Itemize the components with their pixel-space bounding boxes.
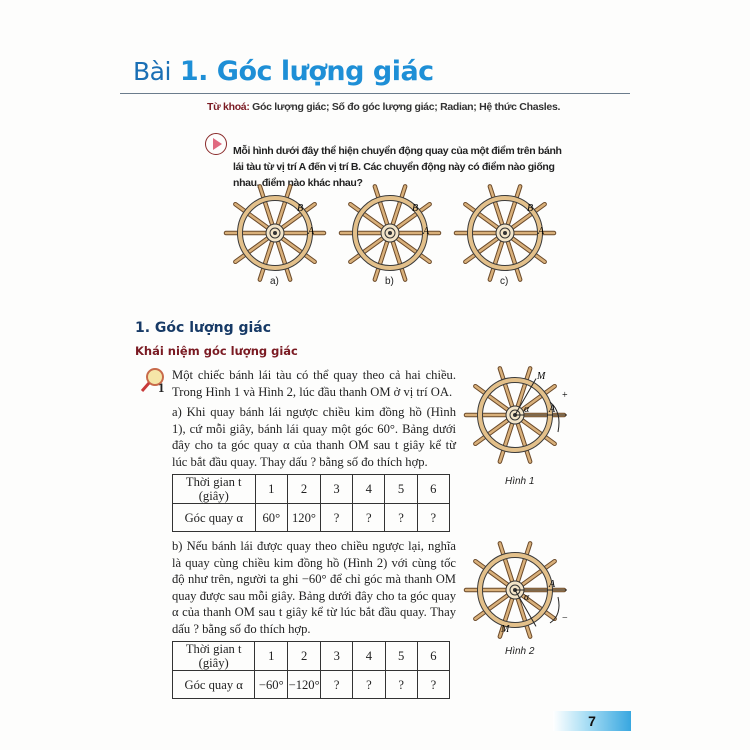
table-cell: 60° — [255, 504, 288, 532]
lesson-title-text: Góc lượng giác — [216, 56, 434, 87]
table-cell: 5 — [385, 475, 417, 504]
activity-paragraph: Một chiếc bánh lái tàu có thể quay theo cả hai chiều. Trong Hình 1 và Hình 2, lúc đầu thanh OM ở vị trí OA. — [172, 368, 456, 399]
table-cell: ? — [417, 504, 449, 532]
ship-wheel-c — [452, 180, 558, 291]
table-cell: Thời gian t (giây) — [173, 475, 256, 504]
table-cell: ? — [353, 504, 385, 532]
point-a-label: A — [423, 226, 430, 237]
table-row — [173, 475, 450, 504]
table-a — [172, 474, 450, 532]
table-cell: 1 — [255, 475, 288, 504]
table-cell: 6 — [417, 642, 449, 671]
table-b — [172, 641, 450, 699]
alpha-label: α — [524, 592, 530, 603]
table-cell: 6 — [417, 475, 449, 504]
figure-2-wheel — [462, 537, 568, 648]
point-a-label: A — [549, 579, 556, 590]
table-cell: ? — [385, 671, 417, 699]
figure-1-caption: Hình 1 — [505, 476, 535, 487]
table-cell: 3 — [320, 475, 352, 504]
table-cell: ? — [321, 671, 353, 699]
activity-number: 1 — [158, 380, 165, 395]
ship-wheel-a — [222, 180, 328, 291]
lesson-number: 1. — [179, 56, 208, 87]
point-a-label: A — [308, 226, 315, 237]
lesson-label: Bài — [133, 57, 171, 86]
figure-1-wheel — [462, 362, 568, 473]
part-b-paragraph: b) Nếu bánh lái được quay theo chiều ngược lại, nghĩa là quay cùng chiều kim đồng hồ (Hình 2) với cùng tốc độ như trên, người ta ghi −60° để chỉ góc mà thanh OM quay được sau mỗi giây. Bảng dưới đây cho ta góc quay α của thanh OM sau t giây kể từ lúc bắt đầu quay. Thay dấu ? bằng số đo thích hợp. — [172, 539, 456, 636]
table-cell: 2 — [288, 475, 321, 504]
figure-2-caption: Hình 2 — [505, 646, 535, 657]
table-row — [173, 642, 450, 671]
part-a-paragraph: a) Khi quay bánh lái ngược chiều kim đồng hồ (Hình 1), cứ mỗi giây, bánh lái quay một góc 60°. Bảng dưới đây cho ta góc quay α của thanh OM sau t giây kể từ lúc bắt đầu quay. Thay dấu ? bằng số đo thích hợp. — [172, 405, 456, 469]
intro-question: Mỗi hình dưới đây thể hiện chuyển động quay của một điểm trên bánh lái tàu từ vị trí A đến vị trí B. Các chuyển động này có điểm nào giống nhau, điểm nào khác nhau? — [233, 145, 562, 189]
point-a-label: A — [538, 226, 545, 237]
table-row — [173, 671, 450, 699]
wheel-b-caption: b) — [385, 276, 394, 287]
table-cell: Góc quay α — [173, 504, 256, 532]
point-b-label: B — [412, 203, 419, 214]
table-cell: −120° — [288, 671, 321, 699]
table-cell: 5 — [385, 642, 417, 671]
keywords-text: Góc lượng giác; Số đo góc lượng giác; Radian; Hệ thức Chasles. — [249, 101, 561, 113]
lesson-title — [133, 56, 434, 87]
wheel-a-caption: a) — [270, 276, 279, 287]
table-cell: 2 — [288, 642, 321, 671]
table-cell: 4 — [353, 475, 385, 504]
point-a-label: A — [549, 404, 556, 415]
keywords — [207, 101, 560, 113]
table-cell: 120° — [288, 504, 321, 532]
direction-sign: − — [562, 613, 568, 624]
table-cell: 4 — [353, 642, 385, 671]
play-icon — [205, 133, 227, 155]
table-cell: 1 — [255, 642, 288, 671]
direction-sign: + — [562, 390, 568, 401]
table-cell: 3 — [321, 642, 353, 671]
table-cell: Thời gian t (giây) — [173, 642, 255, 671]
page-number: 7 — [553, 711, 631, 731]
ship-wheel-b — [337, 180, 443, 291]
activity-body — [172, 367, 456, 705]
point-m-label: M — [537, 371, 546, 382]
table-cell: ? — [385, 504, 417, 532]
table-cell: ? — [417, 671, 449, 699]
keywords-label: Từ khoá: — [207, 101, 250, 113]
point-b-label: B — [527, 203, 534, 214]
table-cell: ? — [320, 504, 352, 532]
section-heading: 1. Góc lượng giác — [135, 320, 272, 336]
sub-heading: Khái niệm góc lượng giác — [135, 344, 298, 358]
table-cell: −60° — [255, 671, 288, 699]
alpha-label: α — [524, 404, 530, 415]
point-m-label: M — [501, 624, 510, 635]
wheel-c-caption: c) — [500, 276, 509, 287]
point-b-label: B — [297, 203, 304, 214]
table-cell: ? — [353, 671, 385, 699]
magnifier-icon — [140, 366, 168, 396]
title-rule — [120, 93, 630, 94]
table-row — [173, 504, 450, 532]
table-cell: Góc quay α — [173, 671, 255, 699]
